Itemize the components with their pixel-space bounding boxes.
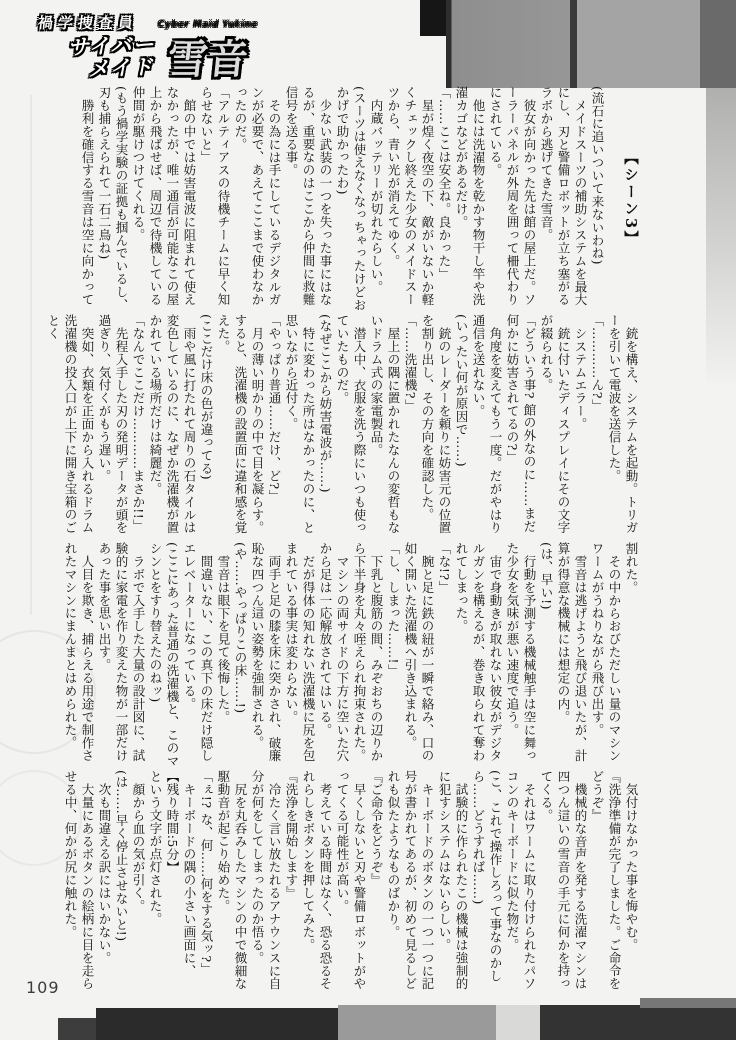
- paragraph: 次も間違える訳にはいかない。: [97, 783, 112, 965]
- logo-title-part-1: サイバー: [67, 32, 159, 60]
- paragraph: 突如、衣類を正面から入れるドラム洗濯機の投入口が上下に開き宝箱のごとく: [46, 314, 95, 535]
- logo-title-part-2: メイド: [87, 54, 158, 82]
- paragraph: マシンの両サイドの下方に空いた穴から足は一応解放されてはいる。: [318, 542, 350, 763]
- paragraph: 特に変わった所はなかったのに、と思いながら近付く。: [284, 314, 316, 535]
- top-banner-divider: [570, 0, 577, 88]
- paragraph: 「……ここは安全ね。良かった」: [437, 86, 452, 281]
- paragraph: 館の中では妨害電波に阻まれて使えなかったが、唯一通信が可能なこの屋上から飛ばせば、周辺で待機している仲間が駆けつけてくれる。: [131, 86, 197, 307]
- paragraph: 他には洗濯物を乾かす物干し竿や洗濯カゴなどがあるだけ。: [454, 86, 486, 307]
- text-band-3: [40, 542, 640, 768]
- paragraph: (は……早く停止させないと!): [114, 770, 129, 942]
- paragraph: だが得体の知れない洗濯機に尻を包まれている事実は変わらない。: [284, 542, 316, 763]
- paragraph: 「どういう事? 館の外なのに……まだ何かに妨害されてるの?」: [505, 314, 537, 533]
- paragraph: 潜入中、衣服を洗う際にいつも使っていたものだ。: [335, 314, 367, 535]
- paragraph: システムエラー。: [573, 327, 588, 431]
- paragraph: (もう禍学実験の証拠も掴んでいるし、刃も捕らえられて一石二鳥ね): [97, 86, 129, 312]
- paragraph: 雪音は眼下を見て後悔した。: [216, 555, 231, 724]
- paragraph: 【残り時間:5分】: [165, 770, 180, 874]
- paragraph: という文字が点灯された。: [148, 770, 163, 926]
- paragraph: 屋上の隅に置かれたなんの変哲もないドラム式の家電製品。: [369, 314, 401, 535]
- paragraph: 『洗浄を開始します』: [284, 770, 299, 900]
- paragraph: 試験的に作られたこの機械は強制的に犯すシステムはないらしい。: [437, 770, 469, 991]
- paragraph: 冷たく言い放たれるアナウンスに自分が何をしてしまったのか悟る。: [250, 770, 282, 991]
- paragraph: 角度を変えてもう一度。だがやはり通信を送れない。: [471, 314, 503, 535]
- paragraph: 「…………ん?」: [590, 314, 605, 412]
- paragraph: 機械的な音声を発する洗濯マシンは四つん這いの雪音の手元に何かを持ってくる。: [539, 770, 588, 991]
- text-band-4: [40, 770, 640, 996]
- paragraph: 大量にあるボタンの絵柄に目を走らせる中、何かが尻に触れた。: [63, 770, 95, 991]
- logo-kicker: 禍学捜査員: [37, 14, 139, 32]
- bottom-banner-art: [640, 998, 736, 1008]
- paragraph: (や……やっぱりこの床……!): [233, 542, 248, 714]
- top-banner-art-right: [577, 0, 700, 88]
- paragraph: 「し、しまった……!」: [386, 542, 401, 677]
- text-band-1: [40, 86, 640, 312]
- left-margin-line-art: [30, 95, 32, 615]
- paragraph: 「アルティアスの待機チームに早く知らせないと」: [199, 86, 231, 307]
- paragraph: それはワームに取り付けられたパソコンのキーボードに似た物だ。: [505, 770, 537, 991]
- right-margin-shading: [706, 88, 736, 388]
- paragraph: 銃のレーダーを頼りに妨害元の位置を割り出し、その方向を確認した。: [420, 314, 452, 535]
- paragraph: (なぜここから妨害電波が……): [318, 314, 333, 494]
- paragraph: 人目を欺き、捕らえる用途で制作されたマシンにまんまとはめられた。: [63, 542, 95, 763]
- paragraph: 星が煌く夜空の下、敵がいないか軽くチェックし終えた少女のメイドスーツから、青い光が消えてゆく。: [386, 86, 435, 307]
- paragraph: 割れた。: [624, 542, 639, 594]
- paragraph: 顔から血の気が引く。: [131, 783, 146, 913]
- series-logo: [30, 4, 280, 82]
- paragraph: 『洗浄準備が完了しました。ご命令をどうぞ』: [590, 770, 622, 991]
- bottom-banner-art: [58, 1018, 96, 1040]
- paragraph: 両手と足の膝を床に突かされ、破廉恥な四つん這い姿勢を強制される。: [250, 542, 282, 763]
- paragraph: 先程入手した刃の発明データが頭を過ぎり、気付くがもう遅い。: [97, 314, 129, 535]
- paragraph: (こ、これで操作しろって事なのかしら……どうすれば……): [471, 770, 503, 983]
- bottom-banner-art: [496, 1005, 540, 1040]
- paragraph: 銃を構え、システムを起動。トリガーを引いて電波を送信した。: [607, 314, 639, 535]
- paragraph: 「な!?」: [437, 542, 452, 594]
- logo-title-main: 雪音: [165, 37, 251, 83]
- paragraph: その為には手にしているデジタルガンが必要で、あえてここまで使わなかったのだ。: [233, 86, 282, 307]
- paragraph: (いったい何が原因で……): [454, 314, 469, 468]
- paragraph: (ここだけ床の色が違ってる): [199, 314, 214, 481]
- paragraph: 少ない武装の一つを失った事にはなるが、重要なのはここから仲間に救難信号を送る事。: [284, 86, 333, 307]
- paragraph: 月の薄い明かりの中で目を凝らす。すると、洗濯機の設置面に違和感を覚えた。: [216, 314, 265, 535]
- paragraph: ラボで入手した大量の設計図に、試験的に家電を作り変えた物が一部だけあった事を思い出す。: [97, 542, 146, 763]
- paragraph: 腕と足に鉄の紐が一瞬で絡み、口の如く開いた洗濯機へ引き込まれる。: [403, 542, 435, 763]
- scene-heading: 【シーン3】: [622, 150, 639, 248]
- text-band-2: [40, 314, 640, 540]
- paragraph: 勝利を確信する雪音は空に向かって: [80, 99, 95, 307]
- page-number: 109: [26, 978, 60, 997]
- paragraph: (は、早い!): [539, 542, 554, 610]
- paragraph: 気付けなかった事を悔やむ。: [624, 783, 639, 952]
- paragraph: 『ご命令をどうぞ』: [369, 770, 384, 887]
- paragraph: 内蔵バッテリーが切れたらしい。: [369, 99, 384, 294]
- paragraph: 雨や風に打たれて周りの石タイルは変色しているのに、なぜか洗濯機が置かれている場所だけは綺麗だ。: [148, 314, 197, 535]
- paragraph: 「……洗濯機?」: [403, 314, 418, 412]
- paragraph: メイドスーツの補助システムを最大にし、刃と警備ロボットが立ち塞がるラボから逃げてきた雪音。: [539, 86, 588, 307]
- paragraph: 雪音は逃げようと飛び退いたが、計算が得意な機械には想定の内。: [556, 542, 588, 763]
- paragraph: 銃に付いたディスプレイにその文字が綴られる。: [539, 314, 571, 535]
- paragraph: 「やっぱり普通……だけ、ど?」: [267, 314, 282, 503]
- paragraph: (スーツは使えなくなっちゃったけどおかげで助かったわ): [335, 86, 367, 312]
- logo-subtitle: Cyber Maid Yukine: [158, 20, 259, 30]
- paragraph: 宙で身動きが取れない彼女がデジタルガンを構えるが、巻き取られて奪われてしまった。: [454, 542, 503, 763]
- paragraph: 「なんでここだけ…………まさか!!」: [131, 314, 146, 533]
- paragraph: キーボードの隅の小さい画面に、: [182, 783, 197, 978]
- paragraph: キーボードのボタンの一つ一つに記号が書かれてあるが、初めて見るしどれも似たようなものばかり。: [386, 770, 435, 991]
- paragraph: その中からおびただしい量のマシンワームがうねりながら飛び出す。: [590, 542, 622, 763]
- paragraph: 彼女が向かった先は館の屋上だ。ソーラーパネルが外周を囲って柵代わりにされている。: [488, 86, 537, 307]
- paragraph: 間違いない、この真下の床だけ隠しエレベーターになっている。: [182, 542, 214, 763]
- paragraph: 尻を丸呑みしたマシンの中で微細な駆動音が起こり始めた。: [216, 770, 248, 991]
- paragraph: 行動を予測する機械触手は空に舞った少女を気味が悪い速度で追う。: [505, 542, 537, 763]
- top-banner-notch: [420, 0, 446, 36]
- bottom-banner-art: [540, 1005, 736, 1040]
- bottom-banner-art: [96, 1008, 338, 1040]
- paragraph: 考えている時間はなく、恐る恐るそれらしきボタンを押してみた。: [301, 770, 333, 991]
- paragraph: 下乳と腹筋の間、みぞおちの辺りから下半身を丸々咥えられ拘束された。: [352, 542, 384, 763]
- bottom-banner-art: [338, 1005, 496, 1040]
- paragraph: 「ぇ!? な、何……何をする気ッ?」: [199, 770, 214, 976]
- top-banner-corner: [700, 0, 736, 88]
- paragraph: 早くしないと刃や警備ロボットがやってくる可能性が高い。: [335, 770, 367, 991]
- paragraph: (流石に追いついて来ないわね): [590, 86, 605, 266]
- paragraph: (ここにあった普通の洗濯機と、このマシンとをすり替えたのねッ): [148, 542, 180, 768]
